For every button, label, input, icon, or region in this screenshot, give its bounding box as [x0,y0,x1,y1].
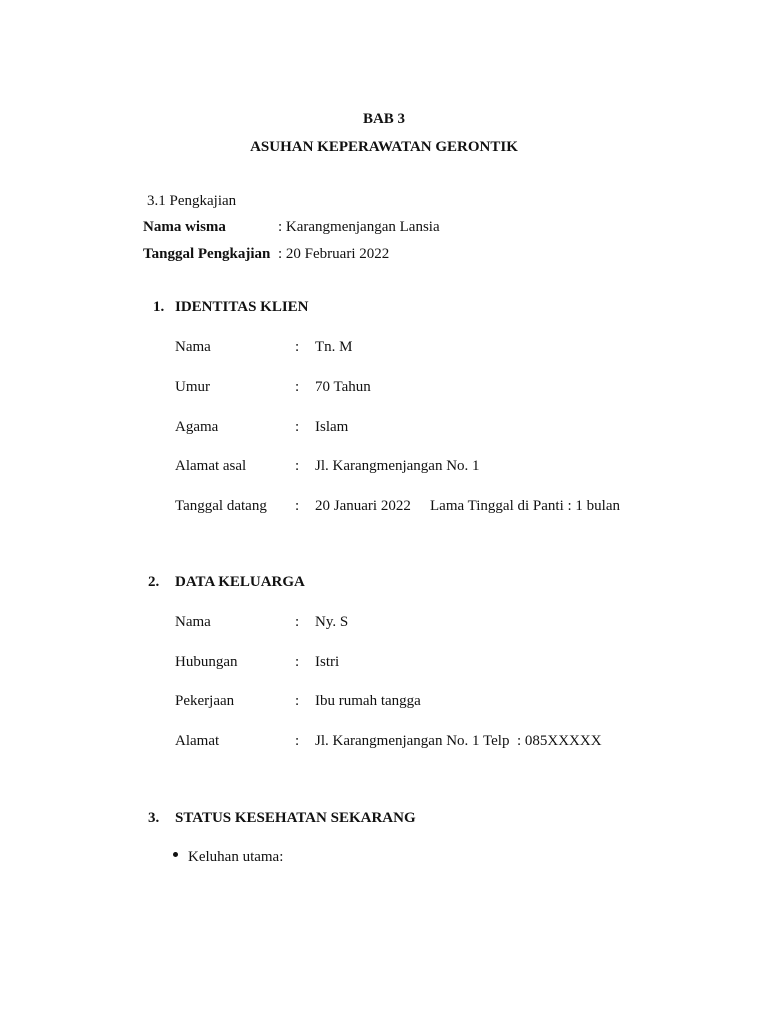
assessment-date-value: : 20 Februari 2022 [278,246,390,262]
row-value: Ny. S [315,614,349,630]
assessment-date-label: Tanggal Pengkajian [143,246,271,262]
subsection-heading: 3.1 Pengkajian [147,193,237,209]
row-colon: : [295,654,300,670]
row-colon: : [295,614,300,630]
row-colon: : [295,498,300,514]
document-title: ASUHAN KEPERAWATAN GERONTIK [250,139,518,155]
list-item: Keluhan utama: [188,849,284,865]
section-number: 2. [148,574,160,590]
row-colon: : [295,339,300,355]
bullet-icon [173,852,178,857]
section-title-keluarga: DATA KELUARGA [175,574,305,590]
row-extra: Lama Tinggal di Panti : 1 bulan [430,498,620,514]
section-number: 3. [148,810,160,826]
section-title-kesehatan: STATUS KESEHATAN SEKARANG [175,810,416,826]
wisma-value: : Karangmenjangan Lansia [278,219,440,235]
row-colon: : [295,693,300,709]
row-value: Istri [315,654,340,670]
row-value: 70 Tahun [315,379,371,395]
row-label: Nama [175,339,211,355]
row-label: Nama [175,614,211,630]
section-title-identitas: IDENTITAS KLIEN [175,299,309,315]
row-label: Alamat [175,733,220,749]
row-label: Umur [175,379,210,395]
row-label: Agama [175,419,219,435]
row-colon: : [295,419,300,435]
row-value: 20 Januari 2022 [315,498,411,514]
row-value: Islam [315,419,349,435]
row-value: Ibu rumah tangga [315,693,421,709]
chapter-label: BAB 3 [362,111,406,127]
row-colon: : [295,379,300,395]
row-label: Alamat asal [175,458,247,474]
wisma-label: Nama wisma [143,219,226,235]
row-value: Tn. M [315,339,353,355]
row-colon: : [295,458,300,474]
row-value: Jl. Karangmenjangan No. 1 [315,458,480,474]
row-label: Pekerjaan [175,693,235,709]
row-colon: : [295,733,300,749]
section-number: 1. [153,299,165,315]
row-value: Jl. Karangmenjangan No. 1 Telp : 085XXXXX [315,733,602,749]
row-label: Tanggal datang [175,498,267,514]
row-label: Hubungan [175,654,238,670]
